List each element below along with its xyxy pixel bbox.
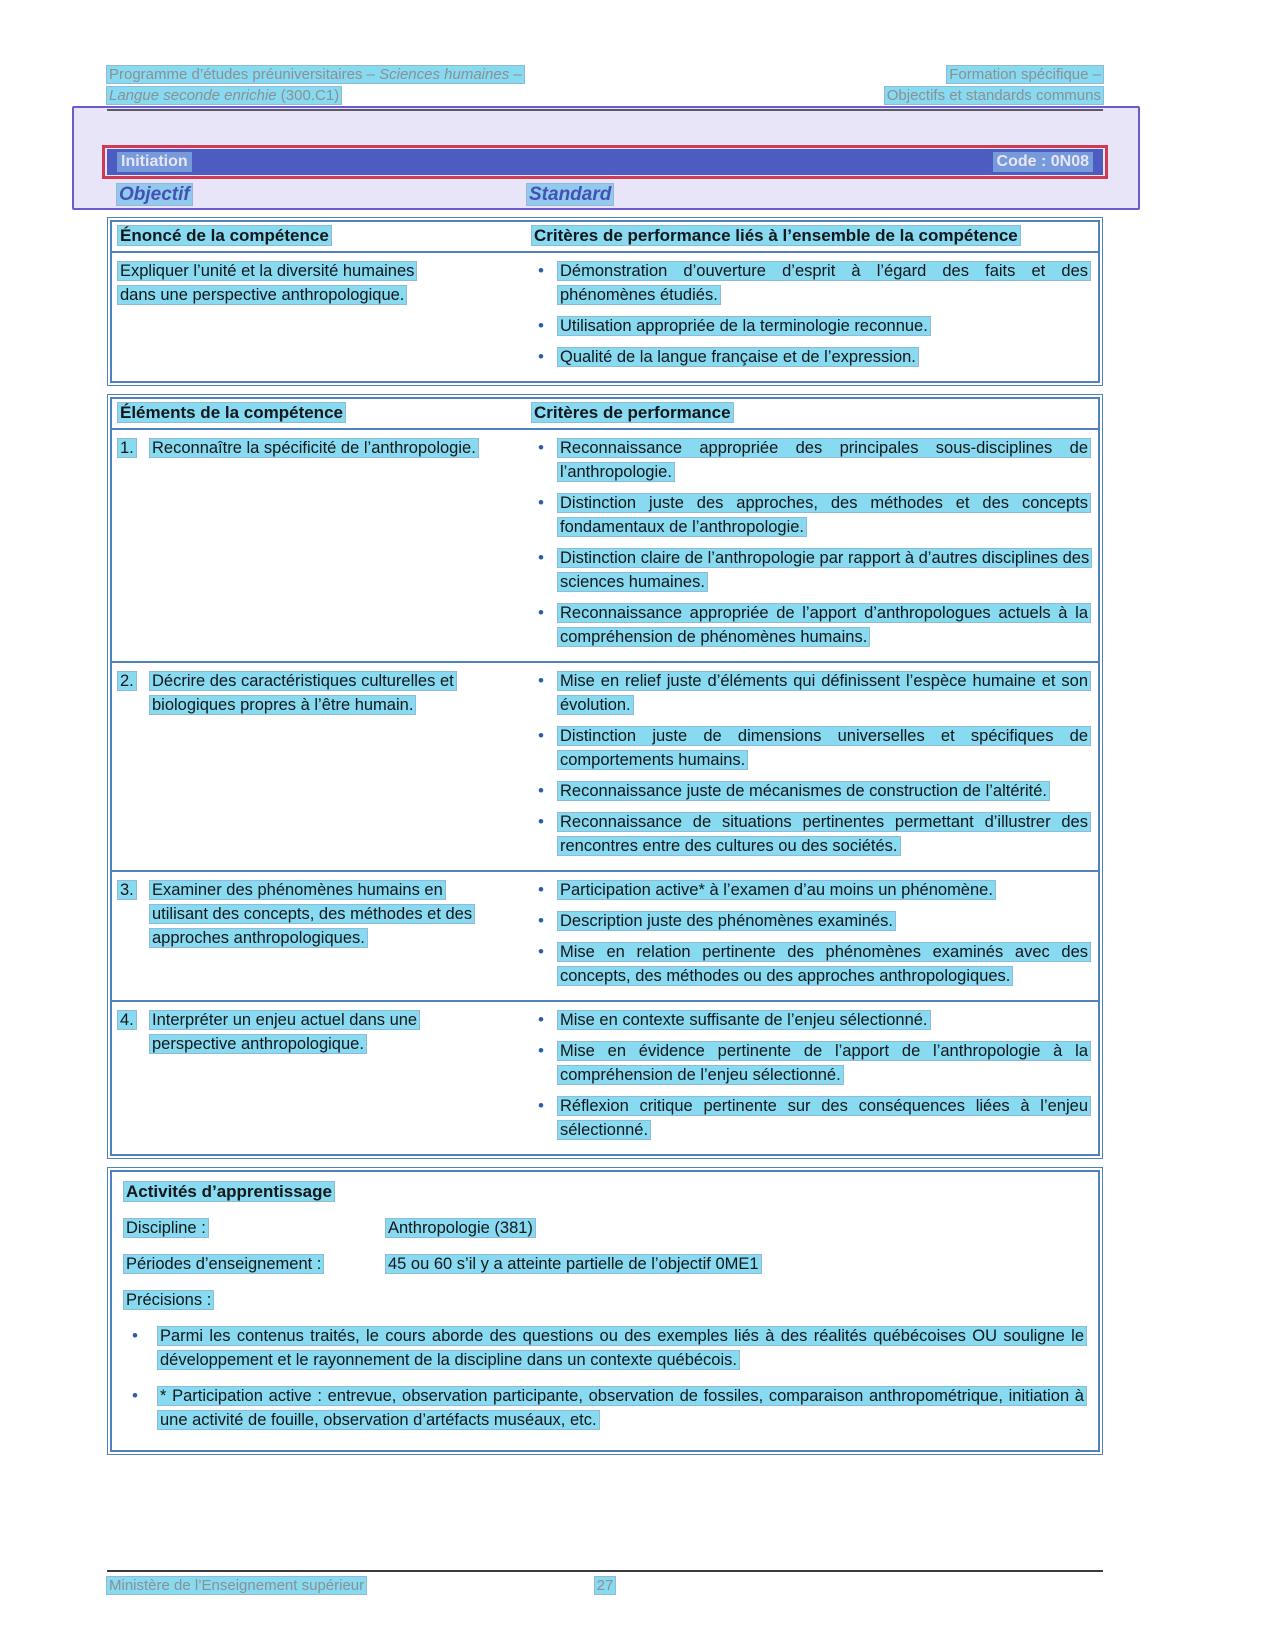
criterion-item: • Distinction juste de dimensions universelles et spécifiques de comportements humains. xyxy=(530,724,1090,772)
bullet-icon xyxy=(530,1008,558,1032)
element-text: Examiner des phénomènes humains en utilisant des concepts, des méthodes et des approches anthropologiques. xyxy=(152,881,473,947)
header-right-line2 xyxy=(885,85,1103,106)
periods-value: 45 ou 60 s’il y a atteinte partielle de l’objectif 0ME1 xyxy=(388,1255,759,1273)
header-left-line1 xyxy=(107,64,524,85)
criterion-item: • Reconnaissance de situations pertinentes permettant d’illustrer des rencontres entre des cultures ou des sociétés. xyxy=(530,810,1090,858)
discipline-label: Discipline : xyxy=(126,1219,206,1237)
header-program-text: Programme d’études préuniversitaires – Sciences humaines – xyxy=(109,66,522,83)
competence-criteria-cell xyxy=(526,253,1098,381)
activity-note: • * Participation active : entrevue, observation participante, observation de fossiles, comparaison anthropométrique, initiation à une activité de fouille, observation d’artéfacts muséaux, etc. xyxy=(124,1384,1086,1432)
element-cell xyxy=(112,872,526,1000)
element-criteria-cell xyxy=(526,663,1098,870)
bullet-icon xyxy=(530,779,558,803)
element-criteria-cell xyxy=(526,1002,1098,1154)
discipline-value: Anthropologie (381) xyxy=(388,1219,533,1237)
bullet-icon xyxy=(124,1384,158,1432)
bullet-icon xyxy=(530,259,558,307)
bullet-icon xyxy=(530,1039,558,1087)
doc-footer xyxy=(107,1570,1103,1594)
criterion-item: • Mise en relation pertinente des phénomènes examinés avec des concepts, des méthodes ou des approches anthropologiques. xyxy=(530,940,1090,988)
enonce-text: Expliquer l’unité et la diversité humaines dans une perspective anthropologique. xyxy=(120,262,415,304)
element-text: Interpréter un enjeu actuel dans une perspective anthropologique. xyxy=(152,1011,418,1053)
precisions-label: Précisions : xyxy=(126,1291,212,1309)
element-number: 1. xyxy=(120,439,134,457)
element-criteria-cell xyxy=(526,872,1098,1000)
criterion-item: • Reconnaissance appropriée des principales sous-disciplines de l’anthropologie. xyxy=(530,436,1090,484)
activities-title: Activités d’apprentissage xyxy=(126,1182,332,1201)
element-number: 2. xyxy=(120,672,134,690)
bullet-icon xyxy=(530,314,558,338)
elements-header-right: Critères de performance xyxy=(534,403,731,422)
bullet-icon xyxy=(124,1324,158,1372)
bullet-icon xyxy=(530,810,558,858)
header-formation-text: Formation spécifique – xyxy=(949,66,1101,83)
banner-code: Code : 0N08 xyxy=(993,152,1093,172)
header-left-line2 xyxy=(107,85,524,106)
criterion-item: • Réflexion critique pertinente sur des conséquences liées à l’enjeu sélectionné. xyxy=(530,1094,1090,1142)
header-left xyxy=(107,64,524,106)
element-cell xyxy=(112,663,526,870)
bullet-icon xyxy=(530,669,558,717)
bullet-icon xyxy=(530,546,558,594)
competence-row xyxy=(112,253,1098,381)
standard-heading: Standard xyxy=(529,184,612,205)
element-row-1 xyxy=(112,430,1098,661)
criterion-item: • Reconnaissance juste de mécanismes de construction de l’altérité. xyxy=(530,779,1090,803)
element-cell xyxy=(112,430,526,661)
precisions-row xyxy=(124,1288,1086,1312)
element-cell xyxy=(112,1002,526,1154)
header-right xyxy=(885,64,1103,106)
element-number: 4. xyxy=(120,1011,134,1029)
competence-table-header xyxy=(112,222,1098,253)
header-right-line1 xyxy=(885,64,1103,85)
elements-header-left: Éléments de la compétence xyxy=(120,403,343,422)
criterion-item: • Démonstration d’ouverture d’esprit à l’égard des faits et des phénomènes étudiés. xyxy=(530,259,1090,307)
element-number: 3. xyxy=(120,881,134,899)
bullet-icon xyxy=(530,724,558,772)
competence-table xyxy=(110,220,1100,383)
elements-table xyxy=(110,397,1100,1156)
competence-header-enonce: Énoncé de la compétence xyxy=(120,226,329,245)
bullet-icon xyxy=(530,909,558,933)
bullet-icon xyxy=(530,436,558,484)
header-standards-text: Objectifs et standards communs xyxy=(886,87,1101,104)
criterion-item: • Participation active* à l’examen d’au moins un phénomène. xyxy=(530,878,1090,902)
objective-banner-zone xyxy=(107,149,1103,175)
banner-title: Initiation xyxy=(117,152,192,172)
objectif-heading: Objectif xyxy=(119,184,190,205)
footer-ministry: Ministère de l’Enseignement supérieur xyxy=(109,1577,365,1594)
bullet-icon xyxy=(530,940,558,988)
footer-page-number: 27 xyxy=(596,1577,614,1594)
activity-note: • Parmi les contenus traités, le cours aborde des questions ou des exemples liés à des réalités québécoises OU souligne le développement et le rayonnement de la discipline dans un contexte québécois. xyxy=(124,1324,1086,1372)
criterion-item: • Utilisation appropriée de la terminologie reconnue. xyxy=(530,314,1090,338)
bullet-icon xyxy=(530,1094,558,1142)
activities-table xyxy=(110,1170,1100,1452)
elements-table-header xyxy=(112,399,1098,430)
page-content xyxy=(107,0,1103,1452)
doc-header xyxy=(107,64,1103,111)
bullet-icon xyxy=(530,491,558,539)
criterion-item: • Mise en contexte suffisante de l’enjeu sélectionné. xyxy=(530,1008,1090,1032)
competence-header-criteres: Critères de performance liés à l’ensemble de la compétence xyxy=(534,226,1018,245)
criterion-item: • Mise en relief juste d’éléments qui définissent l’espèce humaine et son évolution. xyxy=(530,669,1090,717)
discipline-row xyxy=(124,1216,1086,1240)
objective-banner xyxy=(107,149,1103,175)
element-criteria-cell xyxy=(526,430,1098,661)
criterion-item: • Distinction juste des approches, des méthodes et des concepts fondamentaux de l’anthropologie. xyxy=(530,491,1090,539)
enonce-cell xyxy=(112,253,526,381)
header-program-code: Langue seconde enrichie (300.C1) xyxy=(109,87,340,104)
element-row-4 xyxy=(112,1000,1098,1154)
element-text: Reconnaître la spécificité de l’anthropologie. xyxy=(152,439,476,457)
criterion-item: • Reconnaissance appropriée de l’apport d’anthropologues actuels à la compréhension de phénomènes humains. xyxy=(530,601,1090,649)
criterion-item: • Mise en évidence pertinente de l’apport de l’anthropologie à la compréhension de l’enjeu sélectionné. xyxy=(530,1039,1090,1087)
criterion-item: • Qualité de la langue française et de l’expression. xyxy=(530,345,1090,369)
element-row-2 xyxy=(112,661,1098,870)
periods-label: Périodes d’enseignement : xyxy=(126,1255,322,1273)
element-row-3 xyxy=(112,870,1098,1000)
criterion-item: • Description juste des phénomènes examinés. xyxy=(530,909,1090,933)
objectif-standard-row xyxy=(107,184,1103,206)
bullet-icon xyxy=(530,345,558,369)
bullet-icon xyxy=(530,601,558,649)
periods-row xyxy=(124,1252,1086,1276)
element-text: Décrire des caractéristiques culturelles et biologiques propres à l’être humain. xyxy=(152,672,454,714)
criterion-item: • Distinction claire de l’anthropologie par rapport à d’autres disciplines des sciences humaines. xyxy=(530,546,1090,594)
bullet-icon xyxy=(530,878,558,902)
